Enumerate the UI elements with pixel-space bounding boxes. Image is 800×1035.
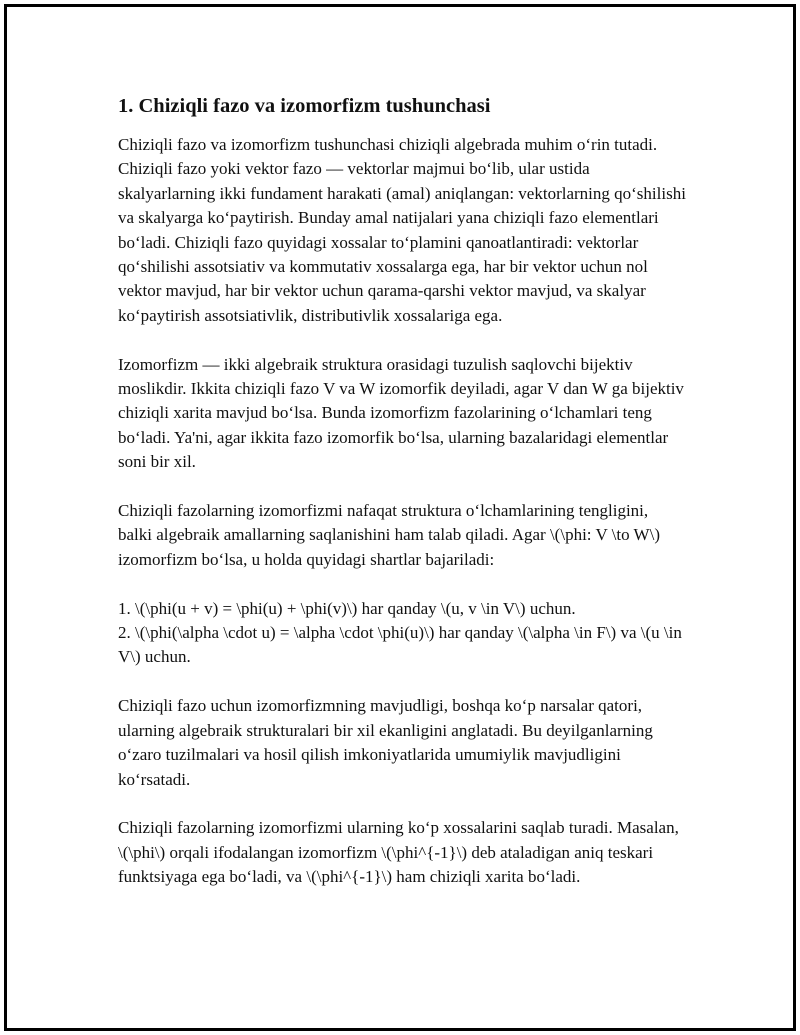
paragraph-conditions-intro: Chiziqli fazolarning izomorfizmi nafaqat struktura o‘lchamlarining tengligini, balki algebraik amallarning saqlanishini ham talab qiladi. Agar \(\phi: V \to W\) izomorfizm bo‘lsa, u holda quyidagi shartlar bajariladi: <box>118 501 660 569</box>
section-title: 1. Chiziqli fazo va izomorfizm tushunchasi <box>118 95 491 117</box>
conditions-list <box>118 597 686 670</box>
paragraph-existence: Chiziqli fazo uchun izomorfizmning mavjudligi, boshqa ko‘p narsalar qatori, ularning algebraik strukturalari bir xil ekanligini anglatadi. Bu deyilganlarning o‘zaro tuzilmalari va hosil qilish imkoniyatlarida umumiylik mavjudligini ko‘rsatadi. <box>118 696 653 789</box>
paragraph-isomorphism: Izomorfizm — ikki algebraik struktura orasidagi tuzulish saqlovchi bijektiv moslikdir. Ikkita chiziqli fazo V va W izomorfik deyiladi, agar V dan W ga bijektiv chiziqli xarita mavjud bo‘lsa. Bunda izomorfizm fazolarining o‘lchamlari teng bo‘ladi. Ya'ni, agar ikkita fazo izomorfik bo‘lsa, ularning bazalaridagi elementlar soni bir xil. <box>118 354 684 472</box>
paragraph-inverse: Chiziqli fazolarning izomorfizmi ularning ko‘p xossalarini saqlab turadi. Masalan, \(\phi\) orqali ifodalangan izomorfizm \(\phi^{-1}\) deb ataladigan aniq teskari funktsiyaga ega bo‘ladi, va \(\phi^{-1}\) ham chiziqli xarita bo‘ladi. <box>118 818 679 887</box>
document-body <box>118 92 686 890</box>
list-item: 2. \(\phi(\alpha \cdot u) = \alpha \cdot \phi(u)\) har qanday \(\alpha \in F\) va \(u \in V\) uchun. <box>118 623 682 667</box>
paragraph-linear-space: Chiziqli fazo va izomorfizm tushunchasi chiziqli algebrada muhim o‘rin tutadi. Chiziqli fazo yoki vektor fazo — vektorlar majmui bo‘lib, ular ustida skalyarlarning ikki fundament harakati (amal) aniqlangan: vektorlarning qo‘shilishi va skalyarga ko‘paytirish. Bunday amal natijalari yana chiziqli fazo elementlari bo‘ladi. Chiziqli fazo quyidagi xossalar to‘plamini qanoatlantiradi: vektorlar qo‘shilishi assotsiativ va kommutativ xossalarga ega, har bir vektor uchun nol vektor mavjud, har bir vektor uchun qarama-qarshi vektor mavjud, va skalyar ko‘paytirish assotsiativlik, distributivlik xossalariga ega. <box>118 135 686 325</box>
list-item: 1. \(\phi(u + v) = \phi(u) + \phi(v)\) har qanday \(u, v \in V\) uchun. <box>118 598 576 618</box>
